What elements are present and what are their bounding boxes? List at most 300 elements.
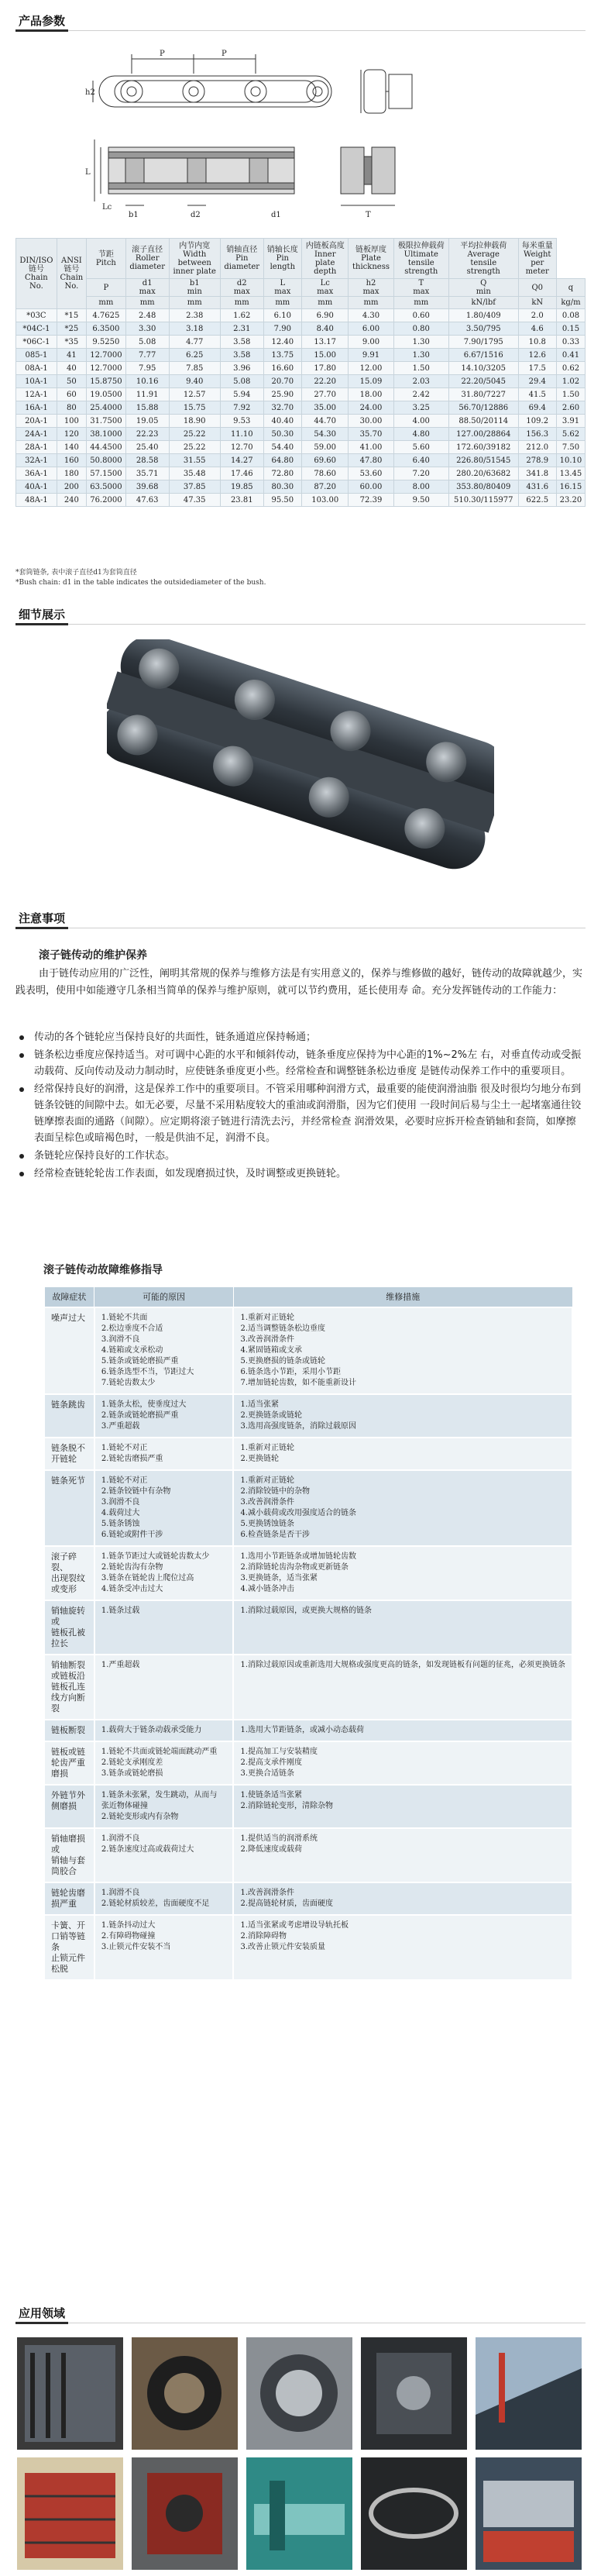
table-cell: 7.85 [169,362,220,375]
list-item: 4.链条受冲击过大 [101,1584,163,1593]
label-p: P [160,50,165,58]
label-d1: d1 [271,211,281,219]
fix-cell [233,1655,572,1720]
table-cell: *06C-1 [16,336,57,349]
symptom-cell: 销轴断裂或链板沿 链板孔连线方向断裂 [44,1655,94,1720]
table-cell: 14.27 [220,454,263,467]
table-row [44,1720,572,1741]
table-cell: 622.5 [518,494,556,507]
table-cell: 3.50/795 [448,322,518,336]
symptom-cell: 外链节外侧磨损 [44,1785,94,1828]
table-cell: 7.92 [220,401,263,415]
symptom-cell: 链板或链轮齿严重磨损 [44,1741,94,1785]
table-cell: 16.15 [556,480,585,494]
list-item: 条链轮应保持良好的工作状态。 [15,1148,586,1164]
table-subheader-cell: P [86,279,125,297]
table-cell: 1.30 [393,349,448,362]
symptom-cell: 链板断裂 [44,1720,94,1741]
fix-cell [233,1882,572,1915]
fix-cell [233,1785,572,1828]
table-cell: 44.70 [302,415,349,428]
table-cell: 76.2000 [86,494,125,507]
table-cell: 9.00 [349,336,393,349]
table-header-cell: 极限拉伸载荷 Ultimate tensile strength [393,239,448,279]
list-item: 5.链条锈蚀 [101,1519,140,1528]
list-item: 1.链轮不对正 [101,1476,148,1485]
list-item: 5.更换磨损的链条或链轮 [240,1356,325,1365]
list-item: 3.严重超载 [101,1421,140,1431]
table-cell: 200 [57,480,86,494]
table-cell: 7.95 [125,362,169,375]
table-cell: 36A-1 [16,467,57,480]
list-item: 2.适当调整链条松边垂度 [240,1324,325,1333]
table-cell: *03C [16,309,57,322]
table-header-cell: 平均拉伸载荷 Average tensile strength [448,239,518,279]
table-cell: 12.7000 [86,349,125,362]
symptom-cell: 链条脱不开链轮 [44,1438,94,1470]
table-row [44,1785,572,1828]
table-subheader-cell: Lc max [302,279,349,297]
table-note-cn: *套筒链条, 表中滚子直径d1为套筒直径 [15,569,137,577]
table-cell: 50 [57,375,86,388]
section-title-applications: 应用领域 [19,2306,66,2320]
label-t: T [366,211,371,219]
cause-cell [94,1600,234,1655]
list-item: 1.改善润滑条件 [240,1888,294,1897]
table-cell: 29.4 [518,375,556,388]
cause-cell [94,1655,234,1720]
table-header-cell: 滚子直径 Roller diameter [125,239,169,279]
list-item: 4.载荷过大 [101,1508,140,1517]
cause-cell [94,1546,234,1600]
list-item: 2.链轮齿磨损严重 [101,1454,163,1463]
list-item: 6.链轮或附件干涉 [101,1530,163,1539]
list-item: 3.链条或链轮磨损 [101,1768,163,1778]
list-item: 7.链轮齿数太少 [101,1378,156,1387]
application-photo [476,2457,582,2570]
table-unit-cell: mm [393,297,448,309]
table-row [16,415,586,428]
table-cell: 100 [57,415,86,428]
fix-cell [233,1546,572,1600]
table-cell: 226.80/51545 [448,454,518,467]
table-cell: 47.80 [349,454,393,467]
list-item: 1.重新对正链轮 [240,1443,294,1452]
table-cell: 2.42 [393,388,448,401]
table-row [16,480,586,494]
table-cell: 40A-1 [16,480,57,494]
list-item: 链条松边垂度应保持适当。对可调中心距的水平和倾斜传动，链条垂度应保持为中心距的1%~2%左 右，对垂直传动或受振动载荷、反向传动及动力制动时，应使链条垂度更小些。经常检查和调整链条松边垂度 是链传动保养工作中的重要项目。 [15,1047,586,1080]
table-cell: 4.00 [393,415,448,428]
list-item: 2.更换链条或链轮 [240,1410,302,1420]
table-cell: 7.20 [393,467,448,480]
table-cell: 0.33 [556,336,585,349]
table-cell: 6.10 [263,309,301,322]
table-row [16,362,586,375]
table-cell: 10.16 [125,375,169,388]
table-cell: 18.00 [349,388,393,401]
table-row [16,322,586,336]
chain-detail-photo [107,639,494,880]
table-cell: 085-1 [16,349,57,362]
troubleshooting-table [43,1286,573,1981]
table-cell: 31.55 [169,454,220,467]
table-row [16,375,586,388]
table-cell: 3.58 [220,349,263,362]
table-cell: 35.00 [302,401,349,415]
table-cell: 63.5000 [86,480,125,494]
table-header-cell: DIN/ISO 链号 Chain No. [16,239,57,309]
table-header-cell: 链板厚度 Plate thickness [349,239,393,279]
chain-side-profile [361,70,412,113]
table-cell: 41.5 [518,388,556,401]
table-cell: 25.4000 [86,401,125,415]
table-cell: 60 [57,388,86,401]
table-cell: 6.40 [393,454,448,467]
cause-cell [94,1741,234,1785]
label-p-2: P [222,50,227,58]
list-item: 4.减小载荷或改用强度适合的链条 [240,1508,356,1517]
list-item: 2.提高支承件刚度 [240,1758,302,1767]
table-cell: 40 [57,362,86,375]
table-cell: 9.53 [220,415,263,428]
table-cell: 2.60 [556,401,585,415]
table-cell: 39.68 [125,480,169,494]
table-cell: 88.50/20114 [448,415,518,428]
chain-section-view [94,139,294,205]
table-subheader-cell: h2 max [349,279,393,297]
fix-cell [233,1741,572,1785]
fix-cell [233,1438,572,1470]
table-cell: 15.75 [169,401,220,415]
section-underline [15,623,68,625]
table-cell: 2.48 [125,309,169,322]
table-cell: 12.7000 [86,362,125,375]
table-cell: 15.88 [125,401,169,415]
fix-cell [233,1394,572,1438]
table-cell: 72.39 [349,494,393,507]
table-cell: 10.8 [518,336,556,349]
table-cell: *35 [57,336,86,349]
table-subheader-cell: Q min [448,279,518,297]
list-item: 1.链轮不对正 [101,1443,148,1452]
table-cell: 2.31 [220,322,263,336]
table-cell: 50.30 [263,428,301,441]
list-item: 3.润滑不良 [101,1497,140,1507]
chain-end-section [341,147,395,205]
list-item: 1.使链条适当张紧 [240,1790,302,1799]
maintenance-intro: 由于链传动应用的广泛性，阐明其常规的保养与维修方法是有实用意义的，保养与维修做的越好，链传动的故障就越少，实践表明，使用中如能遵守几条相当简单的保养与维护原则，就可以节约费用，延长使用寿 命。充分发挥链传动的工作能力： [15,968,583,997]
table-cell: 17.46 [220,467,263,480]
table-row [44,1655,572,1720]
table-cell: 35.71 [125,467,169,480]
application-photo [246,2457,352,2570]
list-item: 2.提高链轮材质，齿面硬度 [240,1899,333,1908]
list-item: 2.降低速度或载荷 [240,1844,302,1854]
table-cell: 16.60 [263,362,301,375]
table-cell: 180 [57,467,86,480]
chain-dimension-diagram [77,39,527,232]
table-cell: 37.85 [169,480,220,494]
table-cell: 87.20 [302,480,349,494]
table-cell: 6.67/1516 [448,349,518,362]
table-cell: 08A-1 [16,362,57,375]
table-cell: 5.08 [220,375,263,388]
label-h2: h2 [85,88,95,97]
table-cell: 6.00 [349,322,393,336]
cause-cell [94,1307,234,1394]
table-cell: 95.50 [263,494,301,507]
list-item: 1.重新对正链轮 [240,1476,294,1485]
list-item: 1.重新对正链轮 [240,1313,294,1322]
table-cell: 127.00/28864 [448,428,518,441]
table-cell: 20A-1 [16,415,57,428]
table-cell: 41.00 [349,441,393,454]
list-item: 5.链条或链轮磨损严重 [101,1356,179,1365]
table-unit-cell: kN/lbf [448,297,518,309]
list-item: 1.链轮不共面 [101,1313,148,1322]
table-header-cell: ANSI 链号 Chain No. [57,239,86,309]
table-cell: 28.58 [125,454,169,467]
table-cell: 0.08 [556,309,585,322]
cause-cell [94,1438,234,1470]
table-cell: 57.1500 [86,467,125,480]
symptom-cell: 卡簧、开口销等链条 止锁元件松脱 [44,1915,94,1980]
list-item: 4.减小链条冲击 [240,1584,294,1593]
table-unit-cell: mm [86,297,125,309]
table-note-en: *Bush chain: d1 in the table indicates the outsidediameter of the bush. [15,579,266,587]
fix-cell [233,1720,572,1741]
table-cell: 13.17 [302,336,349,349]
application-photo [132,2457,238,2570]
cause-cell [94,1882,234,1915]
table-cell: 1.62 [220,309,263,322]
table-subheader-cell: d2 max [220,279,263,297]
table-cell: 5.62 [556,428,585,441]
col-header-fix: 维修措施 [233,1287,572,1307]
list-item: 7.增加链轮齿数，如不能重新设计 [240,1378,356,1387]
table-cell: 9.91 [349,349,393,362]
table-row [16,441,586,454]
list-item: 1.链轮不共面或链轮端面跳动严重 [101,1747,218,1756]
list-item: 3.选用高强度链条，消除过载原因 [240,1421,356,1431]
list-item: 2.消除障碍物 [240,1931,287,1941]
table-cell: 3.25 [393,401,448,415]
list-item: 3.改善润滑条件 [240,1497,294,1507]
list-item: 2.链轮支承刚度差 [101,1758,163,1767]
symptom-cell: 链条跳齿 [44,1394,94,1438]
table-cell: 4.7625 [86,309,125,322]
table-header-cell: 销轴直径 Pin diameter [220,239,263,279]
table-cell: 280.20/63682 [448,467,518,480]
application-photo [17,2457,123,2570]
table-cell: 9.5250 [86,336,125,349]
list-item: 2.有障碍物碰撞 [101,1931,156,1941]
symptom-cell: 链轮齿磨损严重 [44,1882,94,1915]
list-item: 1.载荷大于链条动载承受能力 [101,1725,202,1734]
label-lc: Lc [102,203,112,212]
table-cell: 7.77 [125,349,169,362]
table-row [44,1307,572,1394]
application-photo [476,2337,582,2450]
list-item: 1.提供适当的润滑系统 [240,1834,318,1843]
table-cell: 20.70 [263,375,301,388]
table-cell: 56.70/12886 [448,401,518,415]
table-subheader-cell: q [556,279,585,297]
table-cell: 14.10/3205 [448,362,518,375]
table-cell: 15.8750 [86,375,125,388]
table-cell: 80 [57,401,86,415]
list-item: 4.紧固链箱或支承 [240,1345,302,1355]
fix-cell [233,1470,572,1546]
table-cell: 69.4 [518,401,556,415]
table-cell: 24.00 [349,401,393,415]
table-cell: 54.40 [263,441,301,454]
list-item: 6.检查链条是否干涉 [240,1530,310,1539]
maintenance-title: 滚子链传动的维护保养 [39,949,147,962]
table-subheader-cell: L max [263,279,301,297]
list-item: 2.链轮材质较差，齿面硬度不足 [101,1899,210,1908]
table-unit-cell: kg/m [556,297,585,309]
table-cell: 15.00 [302,349,349,362]
table-cell: 120 [57,428,86,441]
fix-cell [233,1828,572,1882]
table-cell: 103.00 [302,494,349,507]
table-cell: 54.30 [302,428,349,441]
table-notes [15,568,266,588]
section-header-notes [15,907,586,928]
table-cell: 5.94 [220,388,263,401]
fix-cell [233,1600,572,1655]
table-unit-cell: mm [220,297,263,309]
list-item: 1.选用小节距链条或增加链轮齿数 [240,1551,356,1561]
table-cell: *04C-1 [16,322,57,336]
list-item: 1.适当张紧或考虑增设导轨托板 [240,1920,349,1930]
table-cell: 19.05 [125,415,169,428]
table-cell: 28A-1 [16,441,57,454]
table-cell: 80.30 [263,480,301,494]
cause-cell [94,1915,234,1980]
table-row [44,1882,572,1915]
list-item: 3.链条在链轮齿上爬位过高 [101,1573,194,1582]
table-cell: 212.0 [518,441,556,454]
symptom-cell: 链条死节 [44,1470,94,1546]
cause-cell [94,1470,234,1546]
table-cell: 35.48 [169,467,220,480]
troubleshooting-title: 滚子链传动故障维修指导 [43,1264,163,1276]
table-row [44,1600,572,1655]
table-cell: 12A-1 [16,388,57,401]
table-cell: 1.50 [556,388,585,401]
table-unit-cell: mm [349,297,393,309]
list-item: 3.改善润滑条件 [240,1334,294,1344]
cause-cell [94,1785,234,1828]
section-title-params: 产品参数 [19,14,66,28]
list-item: 2.消除铰链中的杂物 [240,1486,310,1496]
table-unit-cell: mm [263,297,301,309]
list-item: 2.链轮齿沟有杂物 [101,1562,163,1572]
table-cell: 1.80/409 [448,309,518,322]
table-cell: 38.1000 [86,428,125,441]
table-row [16,401,586,415]
table-row [16,494,586,507]
application-gallery [17,2337,584,2570]
table-row [16,454,586,467]
application-photo [246,2337,352,2450]
section-underline [15,2322,68,2324]
table-cell: 11.10 [220,428,263,441]
list-item: 3.改善止锁元件安装质量 [240,1942,325,1951]
table-subheader-cell: d1 max [125,279,169,297]
table-cell: 25.22 [169,428,220,441]
table-cell: 353.80/80409 [448,480,518,494]
list-item: 经常检查链轮轮齿工作表面，如发现磨损过快，及时调整或更换链轮。 [15,1166,586,1182]
table-cell: 59.00 [302,441,349,454]
table-cell: 10A-1 [16,375,57,388]
table-cell: 1.02 [556,375,585,388]
label-d2: d2 [191,211,201,219]
table-cell: 17.5 [518,362,556,375]
table-cell: 48A-1 [16,494,57,507]
list-item: 2.消除链轮齿沟杂物或更新链条 [240,1562,349,1572]
table-cell: 17.80 [302,362,349,375]
table-cell: 10.10 [556,454,585,467]
table-cell: 11.91 [125,388,169,401]
table-cell: 240 [57,494,86,507]
table-cell: 50.8000 [86,454,125,467]
application-photo [361,2337,467,2450]
table-cell: 40.40 [263,415,301,428]
chain-params-table [15,238,586,507]
list-item: 3.更换合适链条 [240,1768,294,1778]
cause-cell [94,1828,234,1882]
table-cell: 13.45 [556,467,585,480]
table-row [16,336,586,349]
list-item: 4.链箱或支承松动 [101,1345,163,1355]
list-item: 2.消除链轮变形，清除杂物 [240,1801,333,1810]
table-cell: 25.40 [125,441,169,454]
table-cell: 2.03 [393,375,448,388]
list-item: 3.润滑不良 [101,1334,140,1344]
table-cell: 140 [57,441,86,454]
col-header-symptom: 故障症状 [44,1287,94,1307]
list-item: 1.提高加工与安装精度 [240,1747,318,1756]
table-row [16,309,586,322]
symptom-cell: 噪声过大 [44,1307,94,1394]
list-item: 1.链条未张紧，发生跳动，从而与 张近物体碰撞 [101,1790,218,1810]
list-item: 经常保持良好的润滑，这是保养工作中的重要项目。不管采用哪种润滑方式，最重要的能使润滑油脂 很及时很均匀地分布到链条铰链的间隙中去。如无必要，尽量不采用粘度较大的重油或润滑脂，因为它们使用 一段时间后易与尘土一起堵塞通往铰链摩擦表面的通路（间隙）。应定期将滚子链进行清洗去污，并经常检查 润滑效果，必要时应拆开检查销轴和套筒，如摩擦表面呈棕色或暗褐色时，一般是供油不足，润滑不良。 [15,1081,586,1146]
table-header-cell: 每米重量 Weight per meter [518,239,556,279]
table-cell: 22.20 [302,375,349,388]
table-cell: 156.3 [518,428,556,441]
table-cell: 12.40 [263,336,301,349]
table-header-cell: 销轴长度 Pin length [263,239,301,279]
table-cell: 69.60 [302,454,349,467]
list-item: 1.链条过载 [101,1606,140,1615]
list-item: 6.链条选型不当，节距过大 [101,1367,194,1376]
table-cell: 25.90 [263,388,301,401]
table-row [44,1546,572,1600]
table-subheader-cell: T max [393,279,448,297]
table-cell: 32A-1 [16,454,57,467]
table-cell: 7.50 [556,441,585,454]
table-cell: 31.80/7227 [448,388,518,401]
table-cell: 78.60 [302,467,349,480]
table-cell: 41 [57,349,86,362]
table-cell: 3.18 [169,322,220,336]
table-cell: 12.57 [169,388,220,401]
table-header-cell: 内链板高度 Inner plate depth [302,239,349,279]
